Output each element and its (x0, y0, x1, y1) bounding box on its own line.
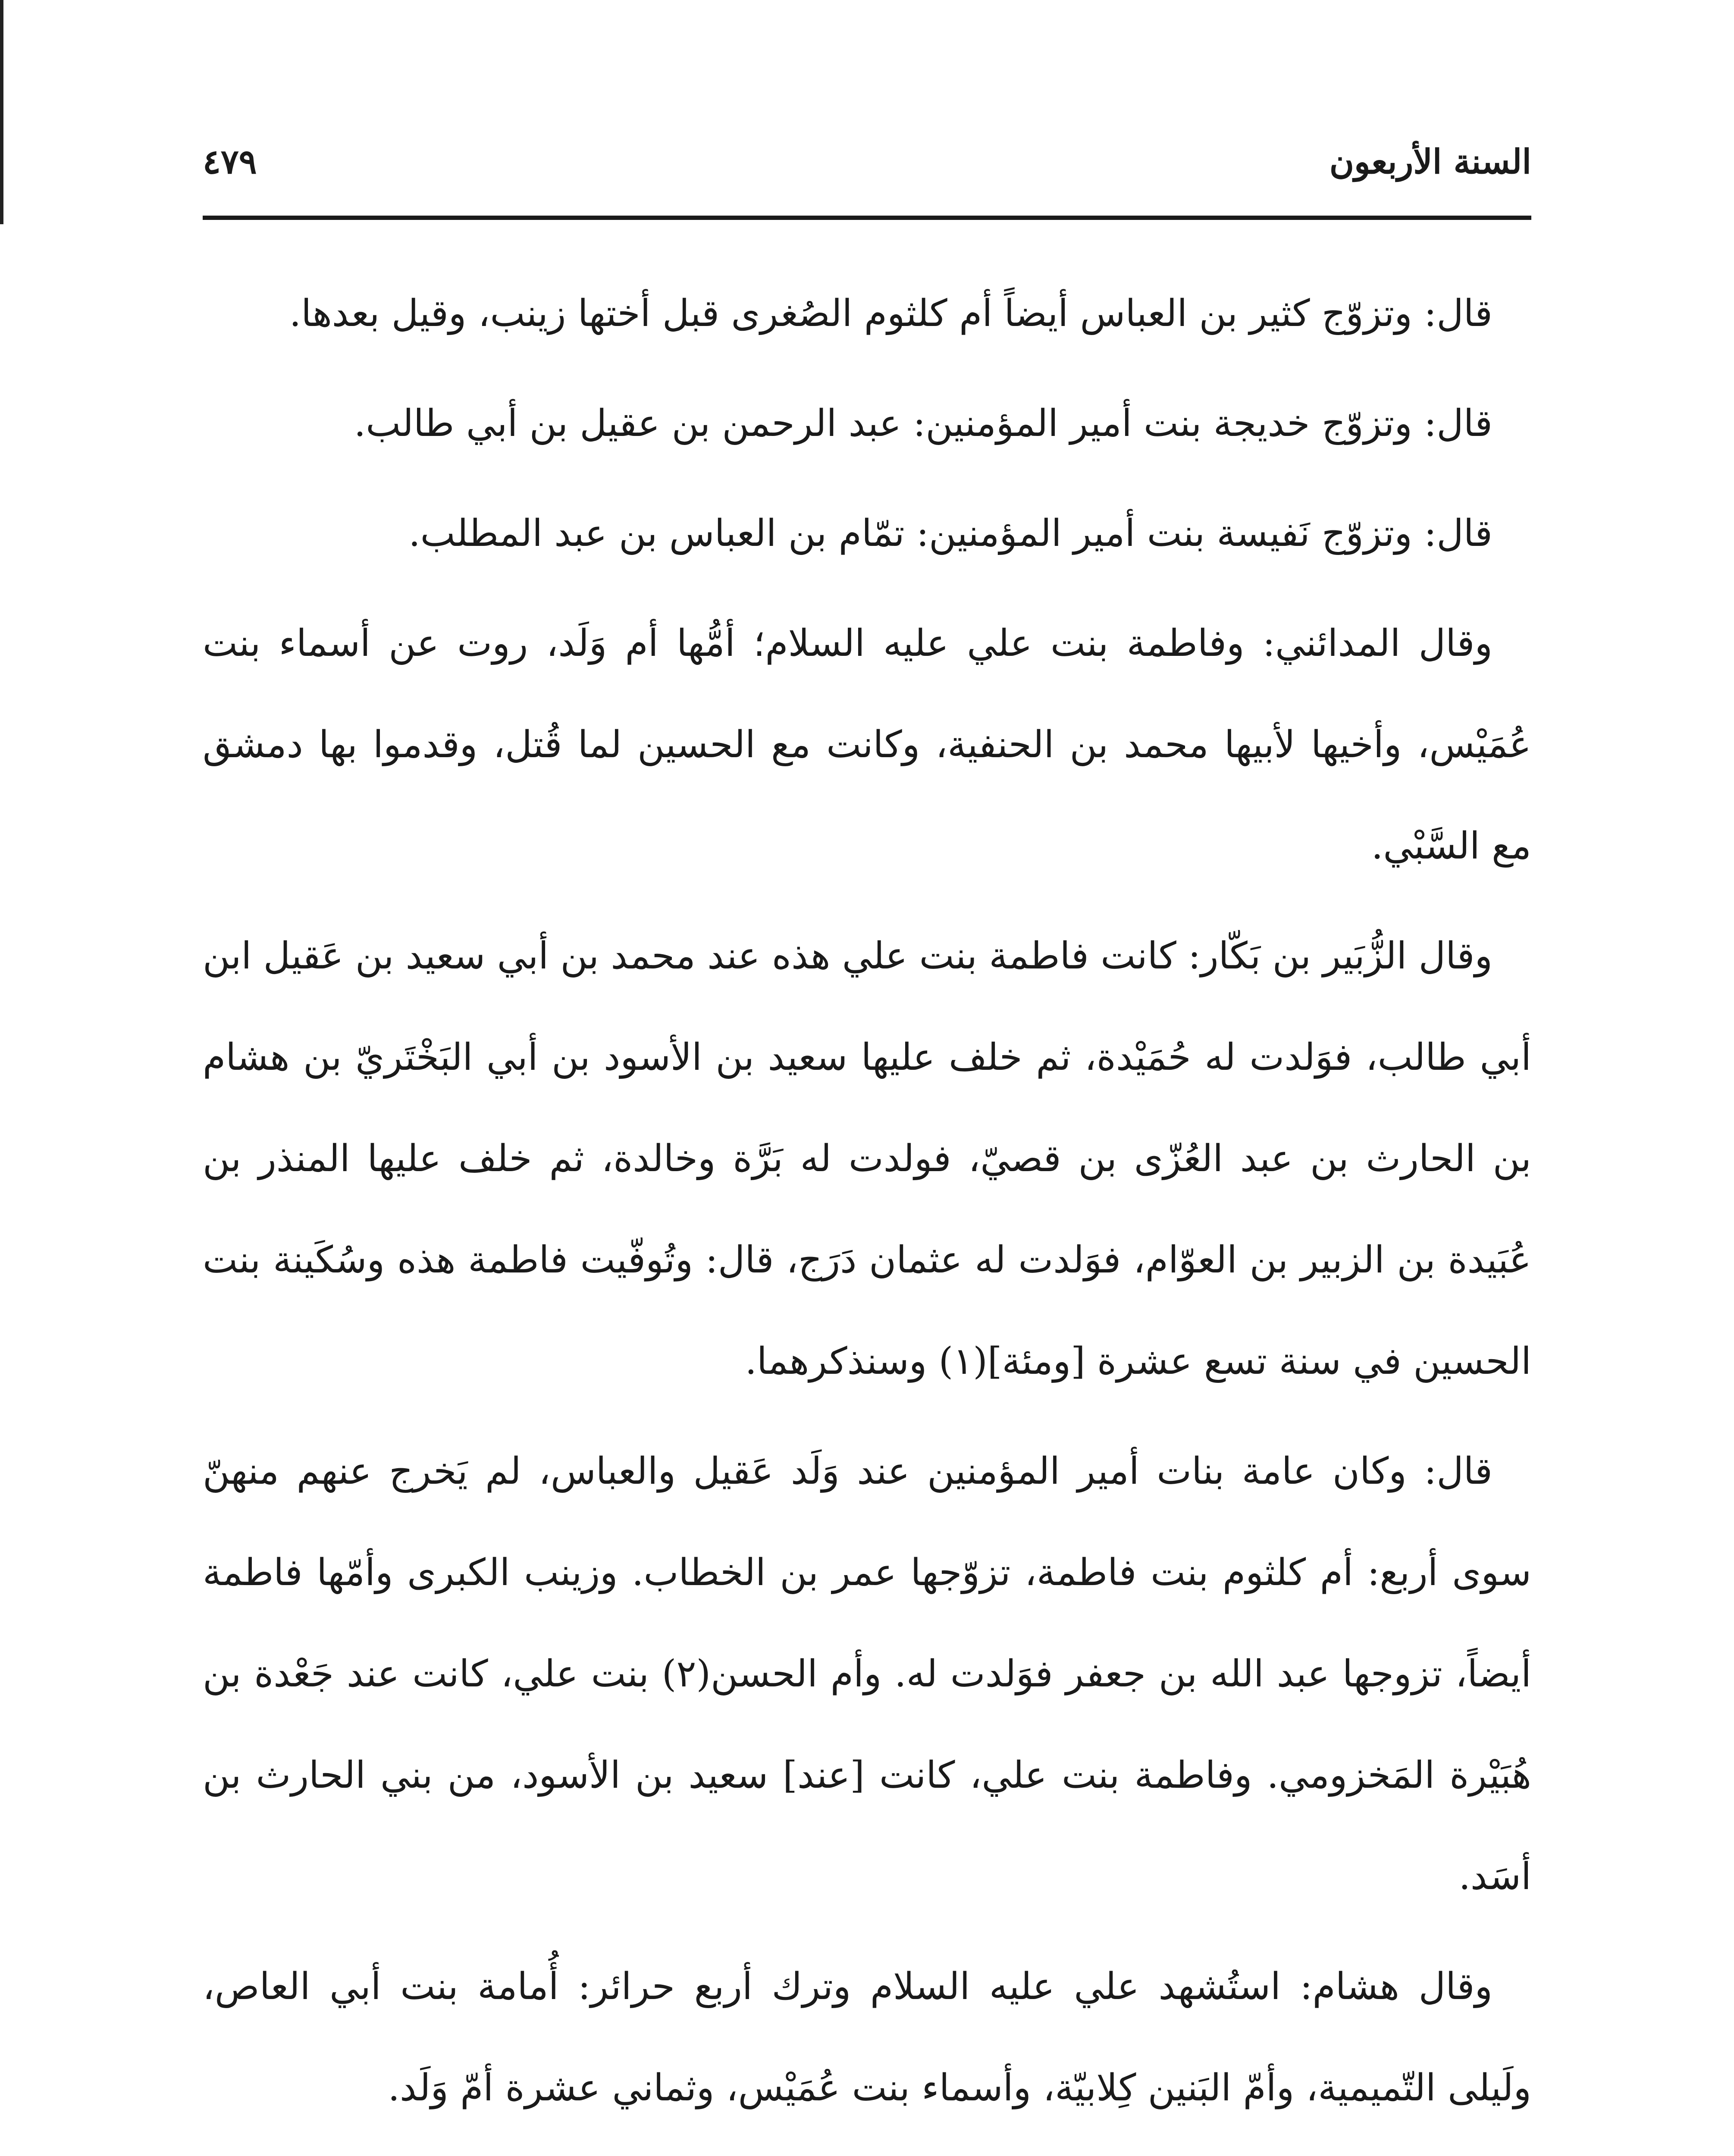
paragraph: وقال الزُّبَير بن بَكّار: كانت فاطمة بنت علي هذه عند محمد بن أبي سعيد بن عَقيل ابن أبي طالب، فوَلدت له حُمَيْدة، ثم خلف عليها سعيد بن الأسود بن أبي البَخْتَريّ بن هشام بن الحارث بن عبد العُزّى بن قصيّ، فولدت له بَرَّة وخالدة، ثم خلف عليها المنذر بن عُبَيدة بن الزبير بن العوّام، فوَلدت له عثمان دَرَج، قال: وتُوفّيت فاطمة هذه وسُكَينة بنت الحسين في سنة تسع عشرة [ومئة](١) وسنذكرهما. (203, 934, 1531, 1383)
page-number: ٤٧٩ (203, 142, 257, 182)
header-rule (203, 216, 1531, 220)
paragraph: قال: وتزوّج كثير بن العباس أيضاً أم كلثوم الصُغرى قبل أختها زينب، وقيل بعدها. (289, 292, 1493, 335)
main-text (203, 263, 1531, 2156)
paragraph: وقال المدائني: وفاطمة بنت علي عليه السلام؛ أمُّها أم وَلَد، روت عن أسماء بنت عُمَيْس، وأخيها لأبيها محمد بن الحنفية، وكانت مع الحسين لما قُتل، وقدموا بها دمشق مع السَّبْي. (203, 622, 1531, 868)
running-title: السنة الأربعون (1329, 142, 1531, 182)
paragraph: قال: وتزوّج نَفيسة بنت أمير المؤمنين: تمّام بن العباس بن عبد المطلب. (408, 512, 1493, 555)
page-header (203, 142, 1531, 194)
page-edge-mark (0, 0, 3, 224)
paragraph: قال: وكان عامة بنات أمير المؤمنين عند وَلَد عَقيل والعباس، لم يَخرج عنهم منهنّ سوى أربع: أم كلثوم بنت فاطمة، تزوّجها عمر بن الخطاب. وزينب الكبرى وأمّها فاطمة أيضاً، تزوجها عبد الله بن جعفر فوَلدت له. وأم الحسن(٢) بنت علي، كانت عند جَعْدة بن هُبَيْرة المَخزومي. وفاطمة بنت علي، كانت [عند] سعيد بن الأسود، من بني الحارث بن أسَد. (203, 1450, 1531, 1898)
paragraph (203, 2147, 1531, 2156)
paragraph: وقال هشام: استُشهد علي عليه السلام وترك أربع حرائر: أُمامة بنت أبي العاص، ولَيلى التّميمية، وأمّ البَنين كِلابيّة، وأسماء بنت عُمَيْس، وثماني عشرة أمّ وَلَد. (203, 1965, 1531, 2109)
paragraph: قال: وتزوّج خديجة بنت أمير المؤمنين: عبد الرحمن بن عقيل بن أبي طالب. (354, 402, 1493, 445)
